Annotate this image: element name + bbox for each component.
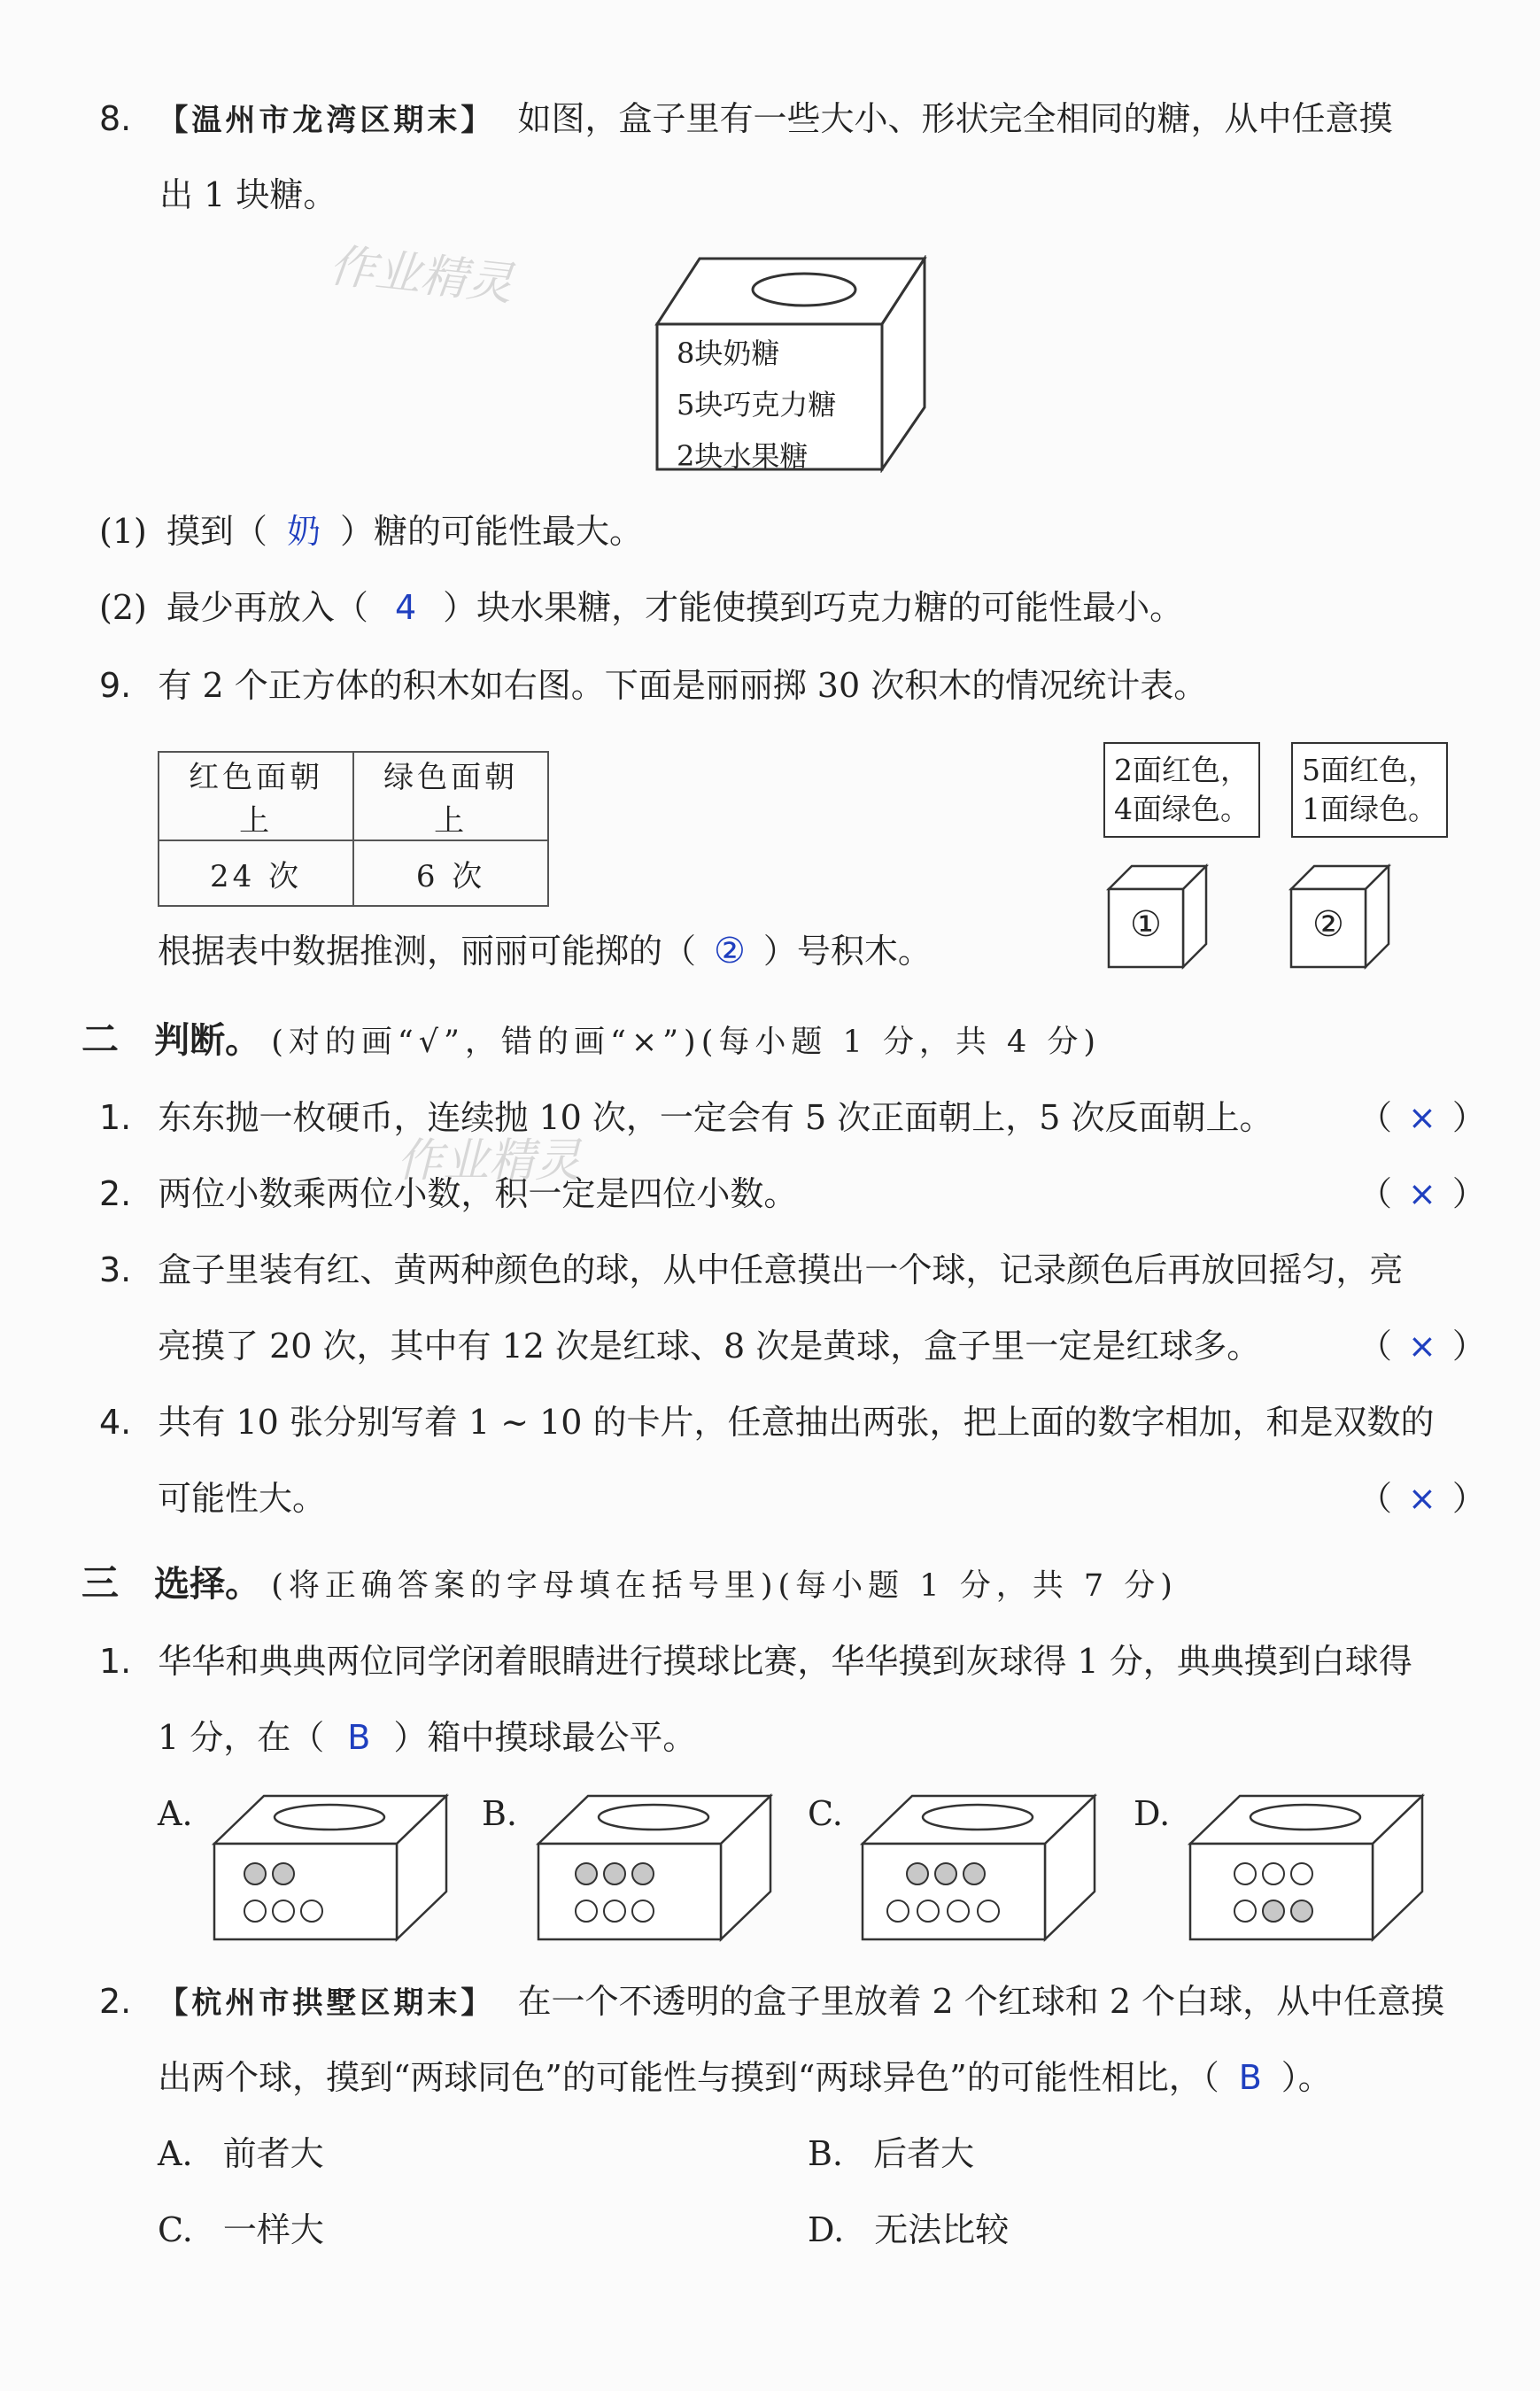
cube2-label-line2: 1面绿色。 xyxy=(1302,792,1437,826)
sec2-item2-text: 两位小数乘两位小数，积一定是四位小数。 xyxy=(158,1174,798,1213)
sec3-q2-option-d xyxy=(808,2209,1009,2251)
ball-white xyxy=(1234,1863,1256,1884)
q8-number: 8. xyxy=(99,99,132,138)
q9-line xyxy=(99,664,1207,707)
option-a-letter: A. xyxy=(158,1794,193,1833)
sec3-q2-option-a xyxy=(158,2132,324,2175)
q8-sub2-answer: 4 xyxy=(394,588,417,627)
watermark-1: 作业精灵 xyxy=(326,239,516,312)
q8-sub2-label: (2) xyxy=(99,588,147,627)
q8-sub1-answer: 奶 xyxy=(286,512,321,551)
q9-infer-before: 根据表中数据推测，丽丽可能掷的（ xyxy=(158,932,697,971)
sec2-item1 xyxy=(99,1096,1273,1139)
sec2-item4-answer: × xyxy=(1408,1479,1436,1518)
sec2-item4 xyxy=(99,1401,1435,1443)
option-d-letter-q2: D. xyxy=(808,2210,845,2249)
ball-white xyxy=(1234,1900,1256,1922)
sec2-item3 xyxy=(99,1249,1403,1291)
ball-gray xyxy=(604,1863,625,1884)
q8-sub1-after: ）糖的可能性最大。 xyxy=(339,512,643,551)
sec2-item1-num: 1. xyxy=(99,1098,132,1137)
cube1-label-line2: 4面绿色。 xyxy=(1114,792,1250,826)
sec2-item4-text-line1: 共有 10 张分别写着 1 ~ 10 的卡片，任意抽出两张，把上面的数字相加，和是双数的 xyxy=(158,1403,1435,1442)
ball-box-d xyxy=(1187,1792,1426,1943)
q8-sub2-after: ）块水果糖，才能使摸到巧克力糖的可能性最小。 xyxy=(443,588,1184,627)
sec3-q2-source: 【杭州市拱墅区期末】 xyxy=(158,1985,495,2021)
sec2-header xyxy=(81,1018,1101,1064)
ball-white xyxy=(301,1900,322,1922)
ball-box-c xyxy=(859,1792,1098,1943)
ball-white xyxy=(1291,1863,1312,1884)
option-d-letter: D. xyxy=(1134,1794,1171,1833)
ball-gray xyxy=(1291,1900,1312,1922)
sec3-q2-before: 出两个球，摸到“两球同色”的可能性与摸到“两球异色”的可能性相比，（ xyxy=(158,2058,1219,2097)
q8-line1 xyxy=(99,97,1392,142)
ball-white xyxy=(632,1900,654,1922)
option-a-letter-q2: A. xyxy=(158,2134,193,2173)
sec3-q1-line1 xyxy=(99,1640,1412,1683)
sec2-item1-answer: × xyxy=(1408,1098,1436,1137)
q9-infer-answer: ② xyxy=(714,931,746,971)
ball-white xyxy=(244,1900,266,1922)
q8-sub2 xyxy=(99,586,1183,629)
q8-sub1 xyxy=(99,510,643,553)
candy-label-milk: 8块奶糖 xyxy=(677,337,780,370)
sec3-q1-after: ）箱中摸球最公平。 xyxy=(393,1718,697,1757)
q8-text-line1: 如图，盒子里有一些大小、形状完全相同的糖，从中任意摸 xyxy=(517,99,1393,138)
sec2-item2-answer-box: （ × ） xyxy=(1358,1174,1486,1213)
q9-inference xyxy=(158,930,932,972)
cube1-label-line1: 2面红色， xyxy=(1114,753,1250,787)
q9-infer-after: ）号积木。 xyxy=(762,932,932,971)
sec2-item3-text-line1: 盒子里装有红、黄两种颜色的球，从中任意摸出一个球，记录颜色后再放回摇匀，亮 xyxy=(158,1250,1404,1289)
ball-white xyxy=(273,1900,294,1922)
sec2-item4-num: 4. xyxy=(99,1403,132,1442)
table-value-green: 6 次 xyxy=(353,840,548,906)
sec2-item3-num: 3. xyxy=(99,1250,132,1289)
watermark-2: 作业精灵 xyxy=(397,1134,582,1188)
sec3-q1-line2 xyxy=(158,1716,696,1759)
sec2-item4-answer-box: （ × ） xyxy=(1358,1479,1486,1518)
sec2-mark: 二 xyxy=(81,1018,120,1061)
option-b-letter: B. xyxy=(482,1794,518,1833)
ball-gray xyxy=(1263,1900,1284,1922)
sec2-item2-answer: × xyxy=(1408,1174,1436,1213)
ball-box-a xyxy=(211,1792,450,1943)
candy-box-labels xyxy=(677,328,836,482)
option-d-text: 无法比较 xyxy=(874,2210,1010,2249)
sec2-item3-answer-box: （ × ） xyxy=(1358,1327,1486,1366)
ball-white xyxy=(604,1900,625,1922)
q8-text-line2: 出 1 块糖。 xyxy=(159,175,337,214)
q8-sub2-before: 最少再放入（ xyxy=(166,588,368,627)
ball-white xyxy=(1263,1863,1284,1884)
ball-gray xyxy=(935,1863,956,1884)
sec3-mark: 三 xyxy=(81,1561,120,1605)
sec3-q2-after: ）。 xyxy=(1281,2058,1332,2097)
candy-label-chocolate: 5块巧克力糖 xyxy=(677,388,837,422)
table-value-red: 24 次 xyxy=(159,840,353,906)
cube2-number: ② xyxy=(1312,904,1344,945)
q8-source: 【温州市龙湾区期末】 xyxy=(158,103,495,138)
q9-number: 9. xyxy=(99,666,132,705)
q8-sub1-before: 摸到（ xyxy=(166,512,267,551)
option-c-letter-q2: C. xyxy=(158,2210,193,2249)
candy-label-fruit: 2块水果糖 xyxy=(677,439,809,473)
ball-white xyxy=(978,1900,999,1922)
q9-text: 有 2 个正方体的积木如右图。下面是丽丽掷 30 次积木的情况统计表。 xyxy=(158,666,1208,705)
sec3-q2-option-b xyxy=(808,2132,974,2175)
sec3-note: (将正确答案的字母填在括号里)(每小题 1 分，共 7 分) xyxy=(271,1568,1178,1604)
sec2-item1-answer-box: （ × ） xyxy=(1358,1098,1486,1137)
sec2-item3-answer: × xyxy=(1408,1327,1436,1366)
sec2-item2-num: 2. xyxy=(99,1174,132,1213)
ball-gray xyxy=(273,1863,294,1884)
cube1-number: ① xyxy=(1130,904,1162,945)
ball-white xyxy=(887,1900,909,1922)
option-a-text: 前者大 xyxy=(222,2134,324,2173)
table-header-red: 红色面朝上 xyxy=(159,752,353,840)
cube2-label-line1: 5面红色， xyxy=(1302,753,1437,787)
sec3-q2-answer: B xyxy=(1238,2058,1262,2097)
cube1-callout xyxy=(1103,742,1260,838)
sec2-note: (对的画“√”，错的画“×”)(每小题 1 分，共 4 分) xyxy=(271,1025,1102,1060)
sec2-item2 xyxy=(99,1172,797,1215)
ball-white xyxy=(917,1900,939,1922)
sec2-item1-text: 东东抛一枚硬币，连续抛 10 次，一定会有 5 次正面朝上，5 次反面朝上。 xyxy=(158,1098,1273,1137)
sec3-q1-text-line1: 华华和典典两位同学闭着眼睛进行摸球比赛，华华摸到灰球得 1 分，典典摸到白球得 xyxy=(158,1642,1412,1681)
sec3-header xyxy=(81,1562,1178,1607)
table-header-green: 绿色面朝上 xyxy=(353,752,548,840)
q8-sub1-label: (1) xyxy=(99,512,147,551)
sec3-q2-num: 2. xyxy=(99,1982,132,2021)
sec3-q2-option-c xyxy=(158,2209,324,2251)
sec3-title: 选择。 xyxy=(154,1563,261,1605)
ball-gray xyxy=(632,1863,654,1884)
ball-box-b xyxy=(535,1792,774,1943)
sec2-title: 判断。 xyxy=(154,1019,261,1061)
ball-white xyxy=(948,1900,969,1922)
sec3-q1-before: 1 分，在（ xyxy=(158,1718,325,1757)
cube2-callout xyxy=(1291,742,1448,838)
sec2-item3-text-line2: 亮摸了 20 次，其中有 12 次是红球、8 次是黄球，盒子里一定是红球多。 xyxy=(158,1327,1261,1366)
option-b-letter-q2: B. xyxy=(808,2134,844,2173)
sec3-q1-answer: B xyxy=(347,1718,371,1757)
ball-gray xyxy=(576,1863,597,1884)
ball-white xyxy=(576,1900,597,1922)
q9-stat-table xyxy=(158,751,549,907)
option-c-text: 一样大 xyxy=(222,2210,324,2249)
ball-gray xyxy=(244,1863,266,1884)
sec3-q2-line1 xyxy=(99,1980,1444,2024)
option-c-letter: C. xyxy=(808,1794,843,1833)
option-b-text: 后者大 xyxy=(873,2134,975,2173)
sec3-q2-line2 xyxy=(158,2056,1332,2099)
ball-gray xyxy=(907,1863,928,1884)
sec2-item4-text-line2: 可能性大。 xyxy=(158,1479,327,1518)
sec3-q2-text-line1: 在一个不透明的盒子里放着 2 个红球和 2 个白球，从中任意摸 xyxy=(517,1982,1445,2021)
ball-gray xyxy=(963,1863,985,1884)
sec3-q1-num: 1. xyxy=(99,1642,132,1681)
